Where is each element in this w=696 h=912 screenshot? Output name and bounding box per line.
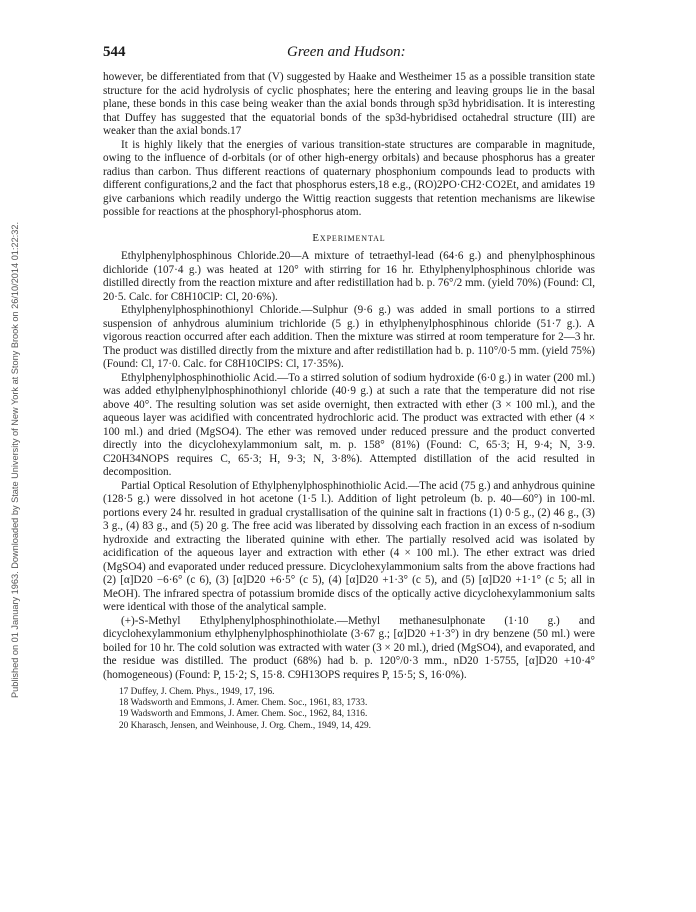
footnotes bbox=[103, 687, 595, 732]
section-heading-experimental: Experimental bbox=[312, 231, 386, 244]
footnote-18: 18 Wadsworth and Emmons, J. Amer. Chem. Soc., 1961, 83, 1733. bbox=[119, 698, 368, 709]
download-watermark-text: Published on 01 January 1963. Downloaded by State University of New York at Stony Brook on 26/10/2014 01:22:32. bbox=[10, 221, 20, 699]
running-head: Green and Hudson: bbox=[287, 44, 406, 60]
footnote-19: 19 Wadsworth and Emmons, J. Amer. Chem. Soc., 1962, 84, 1316. bbox=[119, 709, 368, 720]
page-number: 544 bbox=[103, 44, 126, 60]
paragraph-phosphinothiolic-acid: Ethylphenylphosphinothiolic Acid.—To a stirred solution of sodium hydroxide (6·0 g.) in water (200 ml.) was added ethylphenylphosphinothionyl chloride (40·9 g.) at such a rate that the temperature did not rise above 40°. The resulting solution was set aside overnight, then extracted with ether (3 × 100 ml.), and the aqueous layer was acidified with concentrated hydrochloric acid. The product was extracted with ether (4 × 100 ml.) and dried (MgSO4). The ether was removed under reduced pressure and the product converted directly into the dicyclohexylammonium salt, m. p. 158° (81%) (Found: C, 65·3; H, 9·4; N, 3·9. C20H34NOPS requires C, 65·3; H, 9·3; N, 3·8%). Attempted distillation of the acid resulted in decomposition. bbox=[103, 371, 595, 478]
paragraph-energies: It is highly likely that the energies of various transition-state structures are comparable in magnitude, owing to the influence of d-orbitals (or of other high-energy orbitals) and because phosphorus has a greater radius than carbon. Thus different reactions of quaternary phosphonium compounds lead to products with different configurations,2 and the fact that phosphorus esters,18 e.g., (RO)2PO·CH2·CO2Et, and amidates 19 give carbanions which readily undergo the Wittig reaction suggests that retention mechanisms are likewise possible for reactions at the phosphoryl-phosphorus atom. bbox=[103, 138, 595, 218]
footnote-17: 17 Duffey, J. Chem. Phys., 1949, 17, 196. bbox=[119, 687, 275, 697]
download-watermark bbox=[8, 40, 22, 880]
paragraph-methyl-thiolate: (+)-S-Methyl Ethylphenylphosphinothiolate.—Methyl methanesulphonate (1·10 g.) and dicyclohexylammonium ethylphenylphosphinothiolate (3·67 g.; [α]D20 +1·3°) in dry benzene (50 ml.) were boiled for 10 hr. The cold solution was extracted with water (3 × 20 ml.), dried (MgSO4), and evaporated, and the residue was distilled. The product (68%) had b. p. 120°/0·3 mm., nD20 1·5755, [α]D20 +10·4° (homogeneous) (Found: P, 15·2; S, 15·8. C9H13OPS requires P, 15·5; S, 16·0%). bbox=[103, 614, 595, 681]
paragraph-transition-state: however, be differentiated from that (V) suggested by Haake and Westheimer 15 as a possible transition state structure for the acid hydrolysis of cyclic phosphates; here the entering and leaving groups lie in the basal plane, these bonds in this case being weaker than the axial bonds through sp3d hybridisation. It is interesting that Duffey has suggested that the equatorial bonds of the sp3d-hybridised octahedral structure (III) are weaker than the axial bonds.17 bbox=[103, 71, 595, 137]
paragraph-optical-resolution: Partial Optical Resolution of Ethylphenylphosphinothiolic Acid.—The acid (75 g.) and anhydrous quinine (128·5 g.) were dissolved in hot acetone (1·5 l.). Addition of light petroleum (b. p. 40—60°) in 100-ml. portions every 24 hr. resulted in gradual crystallisation of the quinine salt in fractions (1) 0·5 g., (2) 46 g., (3) 3 g., (4) 83 g., and (5) 20 g. The free acid was liberated by dissolving each fraction in an excess of n-sodium hydroxide and extracting the liberated quinine with ether. The partially resolved acid was isolated by acidification of the aqueous layer and extraction with ether (4 × 100 ml.). The ether extract was dried (MgSO4) and evaporated under reduced pressure. Dicyclohexylammonium salts from the above fractions had (2) [α]D20 −6·6° (c 6), (3) [α]D20 +6·5° (c 5), (4) [α]D20 +1·3° (c 5), and (5) [α]D20 +1·1° (c 5; all in MeOH). The infrared spectra of potassium bromide discs of the optically active dicyclohexylammonium salts were identical with those of the analytical sample. bbox=[103, 479, 595, 613]
paragraph-phosphinothionyl-chloride: Ethylphenylphosphinothionyl Chloride.—Sulphur (9·6 g.) was added in small portions to a stirred suspension of anhydrous aluminium trichloride (5 g.) in ethylphenylphosphinous chloride (51·7 g.). A vigorous reaction occurred after each addition. Then the mixture was stirred at room temperature for 2—3 hr. The product was distilled directly from the mixture and after redistillation had b. p. 110°/0·5 mm. (yield 75%) (Found: Cl, 17·0. Calc. for C8H10ClPS: Cl, 17·35%). bbox=[103, 304, 595, 370]
page-header bbox=[103, 44, 595, 64]
article-body bbox=[103, 71, 595, 732]
footnote-20: 20 Kharasch, Jensen, and Weinhouse, J. Org. Chem., 1949, 14, 429. bbox=[119, 720, 371, 731]
paragraph-phosphinous-chloride: Ethylphenylphosphinous Chloride.20—A mixture of tetraethyl-lead (64·6 g.) and phenylphosphinous dichloride (107·4 g.) was heated at 120° with stirring for 16 hr. Ethylphenylphosphinous chloride was distilled directly from the reaction mixture and after redistillation had b. p. 76°/2 mm. (yield 70%) (Found: Cl, 20·5. Calc. for C8H10ClP: Cl, 20·6%). bbox=[103, 250, 595, 303]
